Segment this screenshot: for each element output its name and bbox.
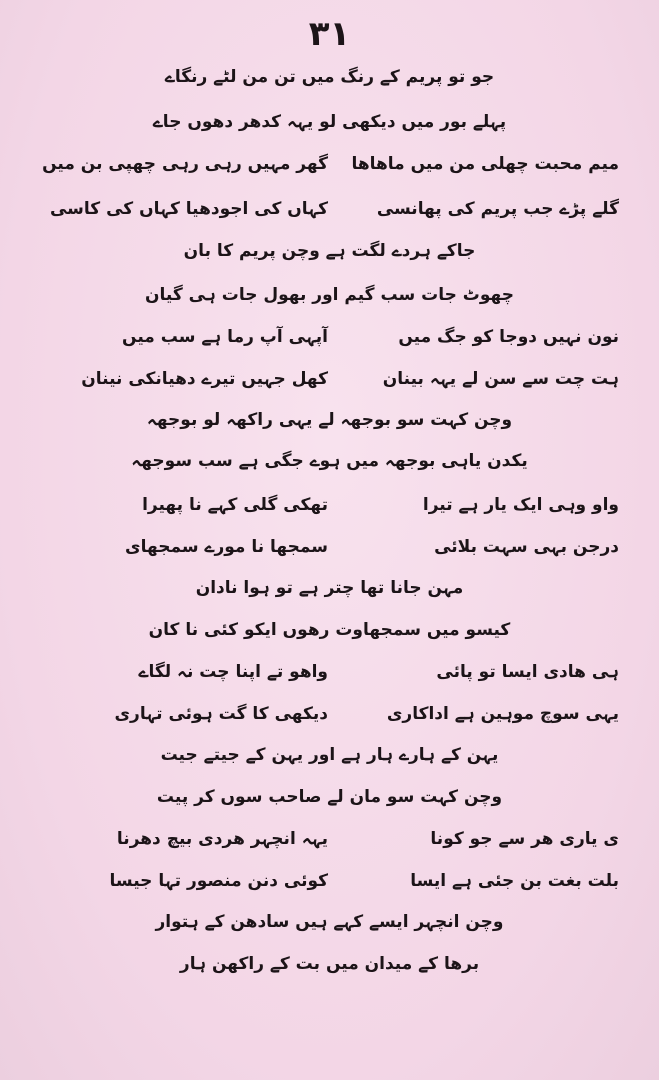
verse-line: کہاں کی اجودھیا کہاں کی کاسی (49, 199, 328, 219)
verse-line: پہلے بور میں دیکھی لو یہہ کدھر دھوں جاے (152, 112, 507, 132)
verse-line: یہی سوچ موہین ہے اداکاری (386, 704, 619, 724)
verse-line: ہی ھادی ایسا تو پائی (436, 662, 619, 682)
verse-line: بلت بغت بن جئی ہے ایسا (410, 871, 619, 891)
verse-line: جاکے ہردے لگت ہے وچن پریم کا بان (183, 241, 476, 261)
verse-line: آپہی آپ رما ہے سب میں (122, 327, 328, 347)
verse-line: واھو تے اپنا چت نہ لگاے (138, 662, 328, 682)
verse-line: وچن کہت سو بوجھہ لے یہی راکھہ لو بوجھہ (146, 410, 513, 430)
verse-line: میم محبت چھلی من میں ماھاھا (351, 154, 619, 174)
verse-line: یکدن یاہی بوجھہ میں ہوے جگی ہے سب سوجھہ (131, 451, 528, 471)
verse-line: چھوٹ جات سب گیم اور بھول جات ہی گیان (145, 285, 514, 305)
verse-line: کوئی دنن منصور تہا جیسا (109, 871, 328, 891)
verse-line: کیسو میں سمجھاوت رھوں ایکو کئی نا کان (148, 620, 511, 640)
verse-line: گھر مہیں رہی رہی چھپی بن میں (42, 154, 328, 174)
verse-line: دیکھی کا گت ہوئی تہاری (114, 704, 328, 724)
verse-line: مہن جانا تھا چتر ہے تو ہوا نادان (195, 578, 464, 598)
verse-line: ہت چت سے سن لے یہہ بینان (382, 369, 619, 389)
verse-line: جو تو پریم کے رنگ میں تن من لٹے رنگاے (164, 67, 495, 87)
verse-line: برھا کے میدان میں بت کے راکھن ہار (179, 954, 480, 974)
verse-line: درجن بہی سہت بلائی (434, 537, 619, 557)
verse-line: ی یاری ھر سے جو کونا (430, 829, 619, 849)
verse-line: یہن کے ہارے ہار ہے اور یہن کے جیتے جیت (160, 745, 499, 765)
verse-line: تھکی گلی کہے نا پھیرا (142, 495, 328, 515)
verse-line: وچن کہت سو مان لے صاحب سوں کر پیت (156, 787, 503, 807)
verse-line: گلے پڑے جب پریم کی پھانسی (376, 199, 619, 219)
verse-line: سمجھا نا مورے سمجھای (125, 537, 328, 557)
verse-line: کھل جہیں تیرے دھیانکی نینان (81, 369, 328, 389)
verse-line: وچن انچہر ایسے کہے ہیں سادھن کے ہتوار (155, 912, 504, 932)
verse-line: یہہ انچہر ھردی بیچ دھرنا (116, 829, 328, 849)
page-number: ۳۱ (308, 14, 351, 54)
verse-line: نون نہیں دوجا کو جگ میں (398, 327, 619, 347)
verse-line: واو وہی ایک یار ہے تیرا (422, 495, 619, 515)
